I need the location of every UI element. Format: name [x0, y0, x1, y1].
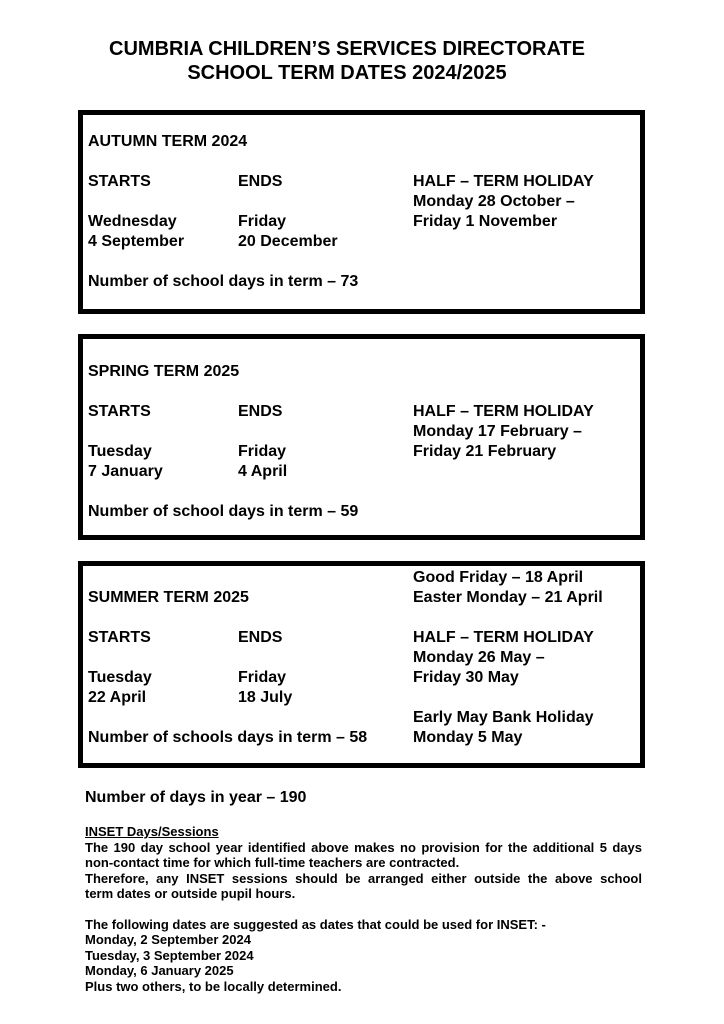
- term-row: [88, 442, 640, 462]
- term-row: [88, 628, 640, 648]
- ends-label: ENDS: [238, 403, 283, 420]
- title-line-2: SCHOOL TERM DATES 2024/2025: [187, 62, 507, 84]
- half-term-dates-line-2: Friday 21 February: [413, 443, 557, 460]
- term-row: [88, 688, 640, 708]
- inset-section: [85, 824, 642, 994]
- inset-suggested-date-2: Tuesday, 3 September 2024: [85, 947, 254, 963]
- term-row: [88, 212, 640, 232]
- starts-day: Tuesday: [88, 443, 152, 460]
- half-term-holiday-label: HALF – TERM HOLIDAY: [413, 629, 594, 646]
- term-name: SUMMER TERM 2025: [88, 589, 249, 606]
- term-row: [88, 132, 640, 152]
- inset-para1-line-1: The 190 day school year identified above makes no provision for the additional 5 days: [85, 839, 642, 855]
- spacer-row: [88, 152, 640, 172]
- term-row: [88, 362, 640, 382]
- spacer: [85, 902, 642, 917]
- term-row: [88, 172, 640, 192]
- inset-suggested-date-1: Monday, 2 September 2024: [85, 932, 251, 947]
- term-box-summer: [78, 561, 645, 768]
- term-row: [88, 232, 640, 252]
- inset-intro: The following dates are suggested as dates that could be used for INSET: -: [85, 916, 546, 932]
- inset-paragraph-1: [85, 840, 642, 871]
- starts-date: 4 September: [88, 233, 185, 250]
- half-term-dates-line-1: Monday 26 May –: [413, 649, 545, 666]
- term-box-spring: [78, 334, 645, 540]
- ends-day: Friday: [238, 669, 287, 686]
- days-in-term: Number of school days in term – 73: [88, 273, 359, 290]
- inset-para2-line-2: term dates or outside pupil hours.: [85, 886, 296, 901]
- title-line-1: CUMBRIA CHILDREN’S SERVICES DIRECTORATE: [109, 38, 585, 60]
- easter-holiday-line-1: Good Friday – 18 April: [413, 569, 584, 586]
- ends-label: ENDS: [238, 173, 283, 190]
- term-row: [88, 402, 640, 422]
- inset-paragraph-2: [85, 871, 642, 902]
- starts-label: STARTS: [88, 173, 151, 190]
- inset-para1-line-2: non-contact time for which full-time teachers are contracted.: [85, 855, 460, 870]
- term-row: [88, 568, 640, 588]
- term-row: [88, 648, 640, 668]
- days-in-term: Number of schools days in term – 58: [88, 729, 368, 746]
- ends-label: ENDS: [238, 629, 283, 646]
- starts-date: 7 January: [88, 463, 163, 480]
- term-name: AUTUMN TERM 2024: [88, 133, 248, 150]
- inset-para2-line-1: Therefore, any INSET sessions should be arranged either outside the above school: [85, 870, 642, 886]
- starts-day: Wednesday: [88, 213, 177, 230]
- term-row: [88, 502, 640, 522]
- ends-date: 18 July: [238, 689, 293, 706]
- bank-holiday-date: Monday 5 May: [413, 729, 523, 746]
- spacer-row: [88, 252, 640, 272]
- spacer-row: [88, 482, 640, 502]
- ends-date: 20 December: [238, 233, 338, 250]
- half-term-holiday-label: HALF – TERM HOLIDAY: [413, 403, 594, 420]
- term-box-autumn: [78, 110, 645, 314]
- inset-heading: INSET Days/Sessions: [85, 824, 219, 839]
- term-row: [88, 668, 640, 688]
- days-in-term: Number of school days in term – 59: [88, 503, 359, 520]
- inset-note: Plus two others, to be locally determined.: [85, 978, 342, 994]
- term-row: [88, 728, 640, 748]
- half-term-dates-line-2: Friday 1 November: [413, 213, 558, 230]
- term-name: SPRING TERM 2025: [88, 363, 240, 380]
- term-row: [88, 422, 640, 442]
- half-term-dates-line-2: Friday 30 May: [413, 669, 519, 686]
- inset-heading-row: [85, 824, 642, 840]
- starts-day: Tuesday: [88, 669, 152, 686]
- term-row: [88, 192, 640, 212]
- inset-suggested-date-3: Monday, 6 January 2025: [85, 963, 234, 978]
- ends-day: Friday: [238, 443, 287, 460]
- document-title: [0, 37, 694, 85]
- spacer-row: [88, 382, 640, 402]
- days-in-year: Number of days in year – 190: [85, 789, 307, 806]
- half-term-dates-line-1: Monday 17 February –: [413, 423, 582, 440]
- easter-holiday-line-2: Easter Monday – 21 April: [413, 589, 603, 606]
- half-term-holiday-label: HALF – TERM HOLIDAY: [413, 173, 594, 190]
- spacer-row: [88, 608, 640, 628]
- term-row: [88, 272, 640, 292]
- term-row: [88, 708, 640, 728]
- ends-day: Friday: [238, 213, 287, 230]
- ends-date: 4 April: [238, 463, 288, 480]
- starts-label: STARTS: [88, 629, 151, 646]
- term-row: [88, 588, 640, 608]
- term-row: [88, 462, 640, 482]
- starts-date: 22 April: [88, 689, 147, 706]
- bank-holiday-label: Early May Bank Holiday: [413, 709, 594, 726]
- half-term-dates-line-1: Monday 28 October –: [413, 193, 575, 210]
- starts-label: STARTS: [88, 403, 151, 420]
